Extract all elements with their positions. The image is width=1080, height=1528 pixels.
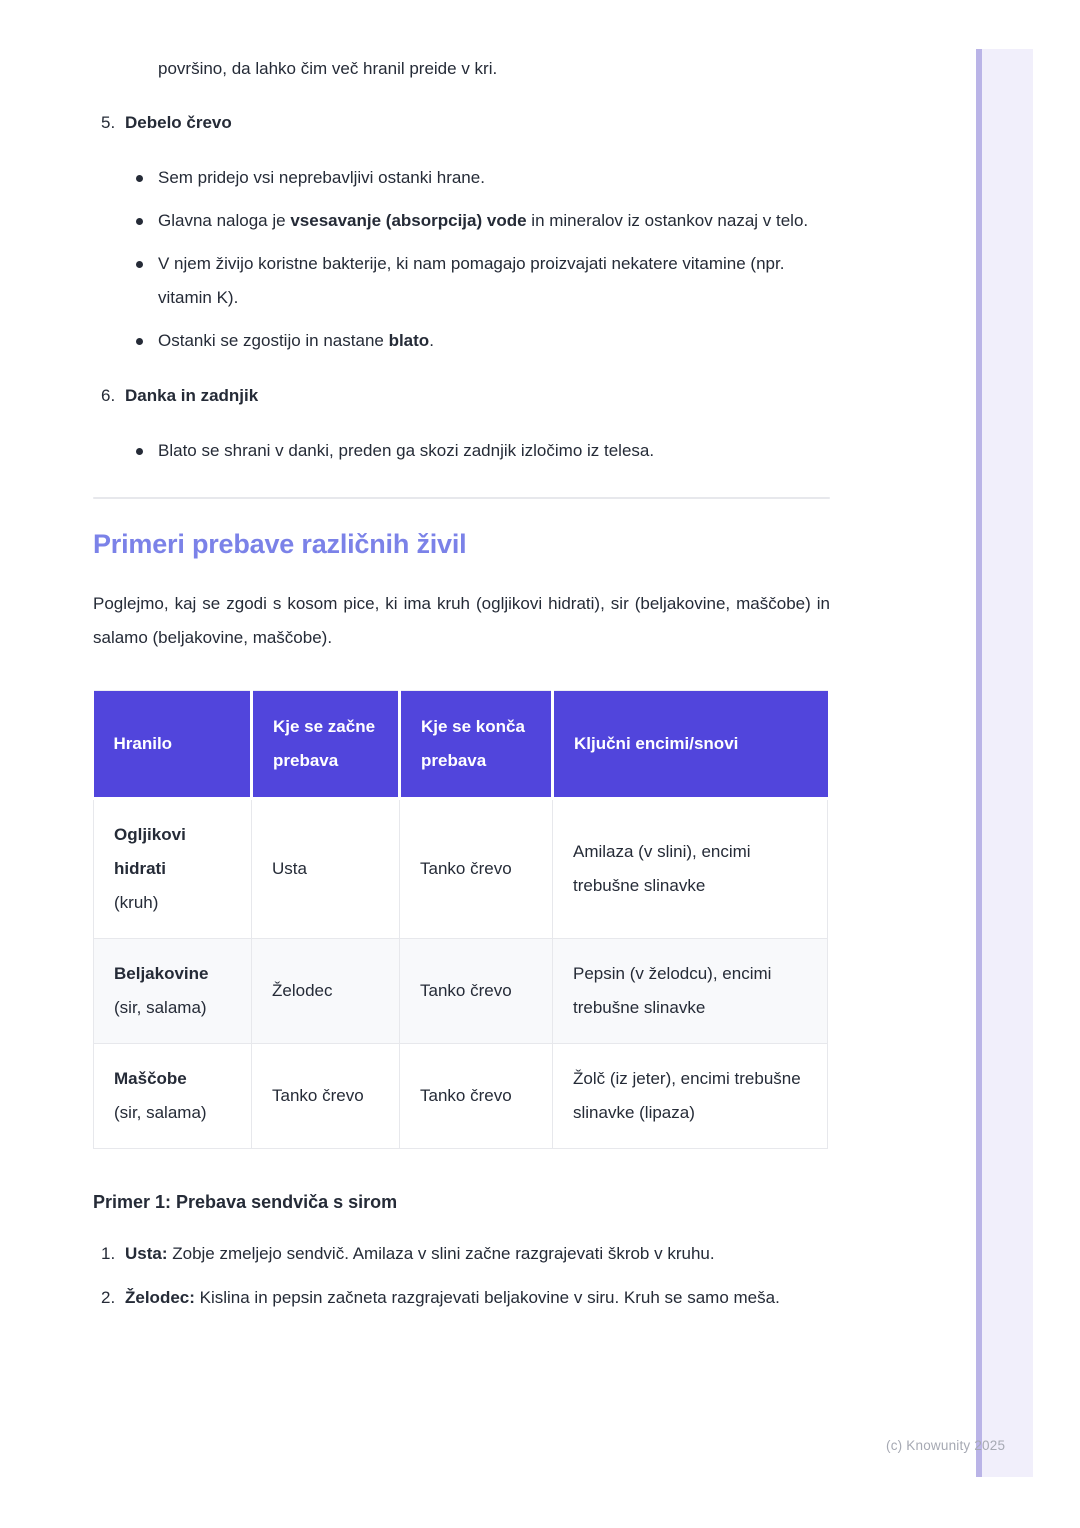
example-step <box>93 1281 830 1315</box>
bullet-text: Sem pridejo vsi neprebavljivi ostanki hrane. <box>158 168 485 187</box>
bullet-dot-icon <box>136 175 143 182</box>
item-title: Danka in zadnjik <box>125 386 259 405</box>
numbered-item-5 <box>93 106 830 358</box>
cell-end: Tanko črevo <box>400 1044 553 1149</box>
nutrient-name: Ogljikovi hidrati <box>114 825 186 878</box>
step-number: 2. <box>101 1288 116 1307</box>
cell-enzymes: Pepsin (v želodcu), encimi trebušne slinavke <box>553 939 828 1044</box>
bullet-dot-icon <box>136 218 143 225</box>
header-cell-start: Kje se začne prebava <box>252 691 400 799</box>
bullet-text: Blato se shrani v danki, preden ga skozi zadnjik izločimo iz telesa. <box>158 441 655 460</box>
cell-end: Tanko črevo <box>400 799 553 939</box>
bullet-item <box>93 204 830 238</box>
nutrient-note: (sir, salama) <box>114 998 207 1017</box>
example-step <box>93 1237 830 1271</box>
step-text: Usta: Zobje zmeljejo sendvič. Amilaza v slini začne razgrajevati škrob v kruhu. <box>125 1244 715 1263</box>
page-edge-strip <box>976 49 1033 1477</box>
step-number: 1. <box>101 1244 116 1263</box>
bullet-text: V njem živijo koristne bakterije, ki nam pomagajo proizvajati nekatere vitamine (npr. vitamin K). <box>158 254 785 307</box>
intro-paragraph: Poglejmo, kaj se zgodi s kosom pice, ki ima kruh (ogljikovi hidrati), sir (beljakovine, maščobe) in salamo (beljakovine, maščobe). <box>93 594 830 647</box>
example-steps-list <box>93 1237 830 1315</box>
nutrient-name: Beljakovine <box>114 964 209 983</box>
cell-enzymes: Amilaza (v slini), encimi trebušne slinavke <box>553 799 828 939</box>
bullet-dot-icon <box>136 448 143 455</box>
numbered-item-6 <box>93 379 830 468</box>
section-divider <box>93 497 830 499</box>
cell-nutrient <box>94 799 252 939</box>
bullet-list <box>93 161 830 358</box>
bullet-list <box>93 434 830 468</box>
bullet-text: Ostanki se zgostijo in nastane blato. <box>158 331 434 350</box>
bullet-dot-icon <box>136 338 143 345</box>
document-content <box>93 0 830 1315</box>
bullet-item <box>93 324 830 358</box>
cell-start: Tanko črevo <box>252 1044 400 1149</box>
table-row <box>94 939 828 1044</box>
header-cell-end: Kje se konča prebava <box>400 691 553 799</box>
bullet-item <box>93 161 830 195</box>
cell-start: Usta <box>252 799 400 939</box>
item-number: 5. <box>101 113 116 132</box>
digestion-table <box>93 690 828 1149</box>
cell-enzymes: Žolč (iz jeter), encimi trebušne slinavke (lipaza) <box>553 1044 828 1149</box>
item-title: Debelo črevo <box>125 113 232 132</box>
item-number: 6. <box>101 386 116 405</box>
header-cell-enzymes: Ključni encimi/snovi <box>553 691 828 799</box>
numbered-item-heading <box>101 106 830 140</box>
cell-nutrient <box>94 939 252 1044</box>
step-text: Želodec: Kislina in pepsin začneta razgrajevati beljakovine v siru. Kruh se samo meša. <box>125 1288 780 1307</box>
paragraph-continuation: površino, da lahko čim več hranil preide v kri. <box>158 59 498 78</box>
table-row <box>94 799 828 939</box>
cell-nutrient <box>94 1044 252 1149</box>
table-header-row <box>94 691 828 799</box>
table-row <box>94 1044 828 1149</box>
nutrient-note: (sir, salama) <box>114 1103 207 1122</box>
numbered-item-heading <box>101 379 830 413</box>
section-heading: Primeri prebave različnih živil <box>93 529 467 559</box>
example-heading: Primer 1: Prebava sendviča s sirom <box>93 1192 398 1212</box>
header-cell-nutrient: Hranilo <box>94 691 252 799</box>
cell-start: Želodec <box>252 939 400 1044</box>
nutrient-name: Maščobe <box>114 1069 187 1088</box>
nutrient-note: (kruh) <box>114 893 159 912</box>
bullet-item <box>93 247 830 315</box>
copyright-label: (c) Knowunity 2025 <box>886 1438 1006 1453</box>
bullet-item <box>93 434 830 468</box>
cell-end: Tanko črevo <box>400 939 553 1044</box>
bullet-dot-icon <box>136 261 143 268</box>
bullet-text: Glavna naloga je vsesavanje (absorpcija) vode in mineralov iz ostankov nazaj v telo. <box>158 211 809 230</box>
